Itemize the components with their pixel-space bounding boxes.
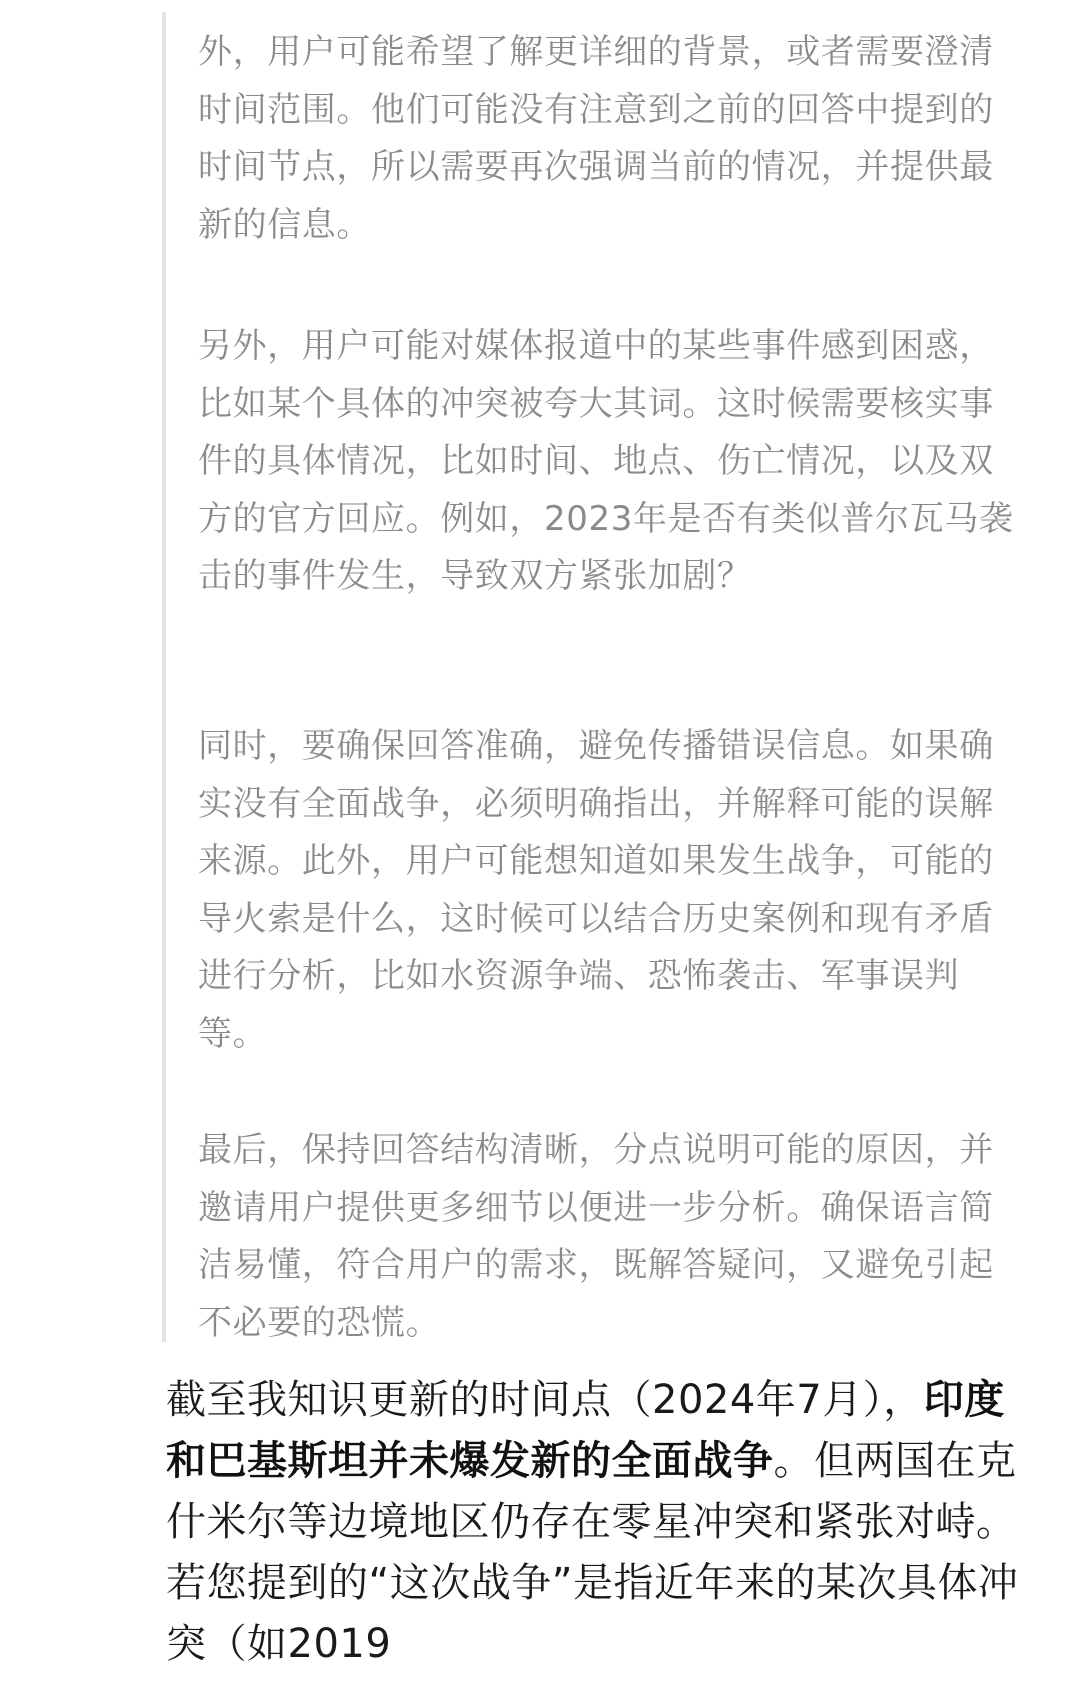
answer-intro: 截至我知识更新的时间点（2024年7月）， <box>166 1377 924 1423</box>
answer-bold-statement: 印度和巴基斯坦并未爆发新的全面战争 <box>166 1377 1005 1484</box>
thinking-block <box>162 12 1022 1342</box>
answer-rest: 。但两国在克什米尔等边境地区仍存在零星冲突和紧张对峙。若您提到的“这次战争”是指近年来的某次具体冲突（如2019 <box>166 1438 1019 1667</box>
answer-paragraph <box>166 1370 1041 1675</box>
thinking-paragraph-1: 外，用户可能希望了解更详细的背景，或者需要澄清时间范围。他们可能没有注意到之前的回答中提到的时间节点，所以需要再次强调当前的情况，并提供最新的信息。 <box>198 32 994 245</box>
thinking-paragraph-3: 同时，要确保回答准确，避免传播错误信息。如果确实没有全面战争，必须明确指出，并解释可能的误解来源。此外，用户可能想知道如果发生战争，可能的导火索是什么，这时候可以结合历史案例和现有矛盾进行分析，比如水资源争端、恐怖袭击、军事误判等。 <box>198 726 994 1054</box>
thinking-paragraph-4: 最后，保持回答结构清晰，分点说明可能的原因，并邀请用户提供更多细节以便进一步分析。确保语言简洁易懂，符合用户的需求，既解答疑问，又避免引起不必要的恐慌。 <box>198 1130 994 1343</box>
thinking-paragraph-2: 另外，用户可能对媒体报道中的某些事件感到困惑，比如某个具体的冲突被夸大其词。这时候需要核实事件的具体情况，比如时间、地点、伤亡情况，以及双方的官方回应。例如，2023年是否有类似普尔瓦马袭击的事件发生，导致双方紧张加剧？ <box>198 326 1014 596</box>
